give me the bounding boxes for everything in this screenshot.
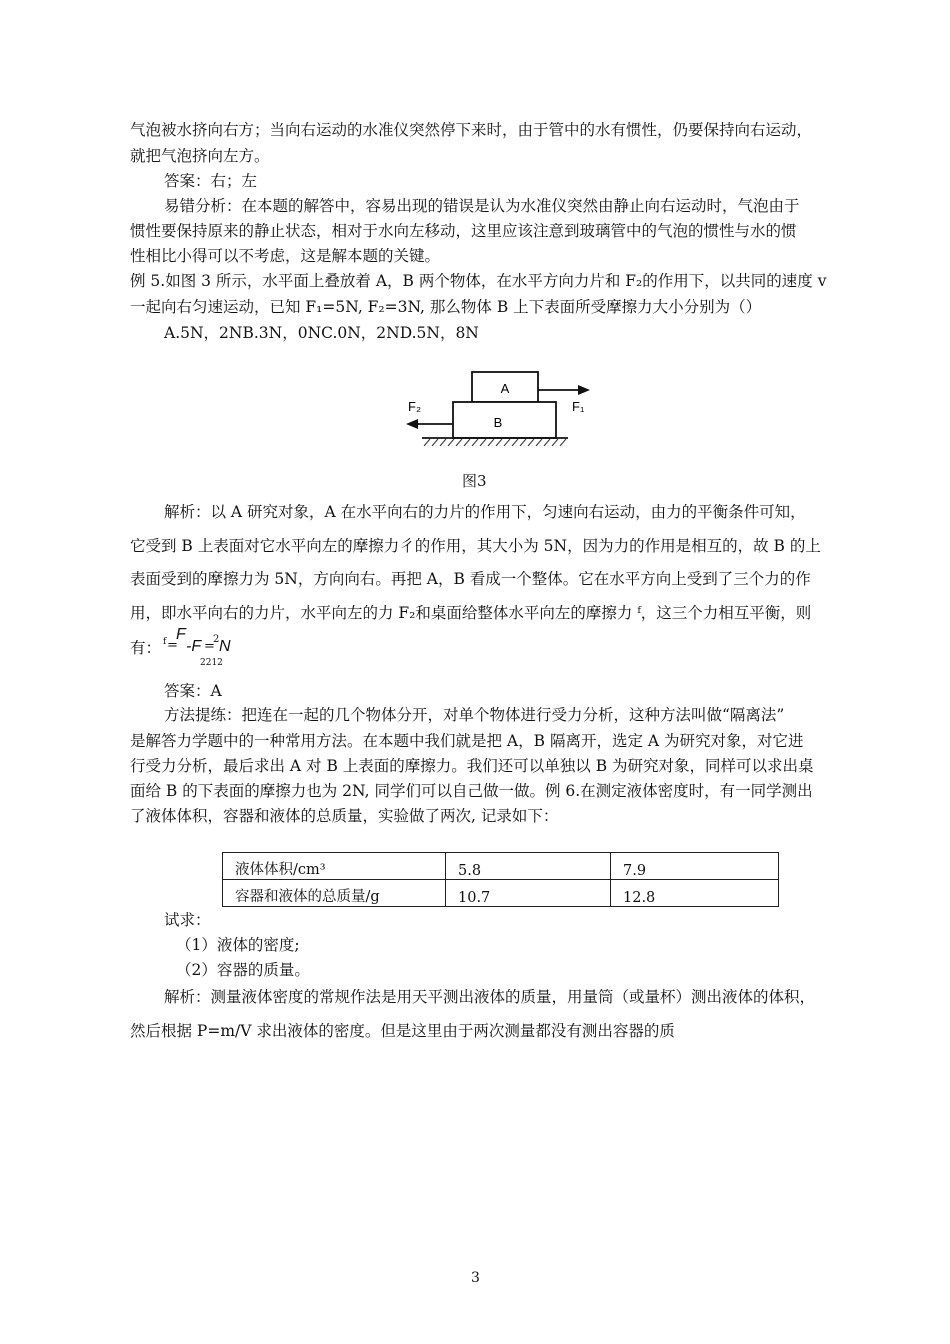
figure-caption: 图3 [462, 472, 487, 490]
analysis-line: 它受到 B 上表面对它水平向左的摩擦力彳的作用，其大小为 5N，因为力的作用是相互的，故 B 的上 [130, 537, 821, 555]
formula-minus-F: -F [186, 638, 202, 655]
question-item: （2）容器的质量。 [176, 961, 310, 979]
text-line: 就把气泡挤向左方。 [130, 147, 270, 165]
analysis-line: 用，即水平向右的力片，水平向左的力 F₂和桌面给整体水平向左的摩擦力 ᶠ，这三个力相互平衡，则 [130, 604, 812, 622]
table-cell: 容器和液体的总质量/g [223, 880, 446, 907]
formula-N: N [219, 638, 231, 655]
block-b-label: B [493, 415, 503, 430]
formula-sup: 2 [213, 634, 220, 645]
table-cell: 7.9 [611, 853, 779, 880]
answer-line: 答案：右；左 [164, 172, 258, 190]
text-line: 惯性要保持原来的静止状态，相对于水向左移动，这里应该注意到玻璃管中的气泡的惯性与水的惯 [130, 222, 797, 240]
text-line: 易错分析：在本题的解答中，容易出现的错误是认为水准仪突然由静止向右运动时，气泡由于 [164, 197, 800, 215]
formula-eq1: = [167, 638, 178, 653]
block-b [453, 402, 556, 438]
f1-label: F₁ [572, 399, 585, 414]
text-line: 性相比小得可以不考虑，这是解本题的关键。 [130, 247, 441, 265]
f2-label: F₂ [408, 399, 421, 414]
block-a-label: A [500, 381, 510, 396]
method-line: 方法提练：把连在一起的几个物体分开，对单个物体进行受力分析，这种方法叫做“隔离法” [164, 706, 785, 724]
analysis-line: 解析：测量液体密度的常规作法是用天平测出液体的质量，用量筒（或量杯）测出液体的体积， [164, 988, 816, 1006]
example-5-line: 一起向右匀速运动，已知 F₁=5N, F₂=3N, 那么物体 B 上下表面所受摩擦力大小分别为（） [130, 298, 762, 316]
friction-formula [130, 626, 330, 674]
ground-hatching [424, 439, 566, 446]
analysis-line: 表面受到的摩擦力为 5N，方向向右。再把 A，B 看成一个整体。它在水平方向上受到了三个力的作 [130, 570, 811, 588]
analysis-line: 解析：以 A 研究对象，A 在水平向右的力片的作用下，匀速向右运动，由力的平衡条件可知， [164, 503, 806, 521]
formula-F: F [176, 626, 186, 643]
measurement-table [222, 852, 779, 907]
arrow-f2-head [406, 419, 418, 429]
question-intro: 试求： [164, 911, 211, 929]
force-diagram-figure [400, 368, 600, 448]
method-line: 是解答力学题中的一种常用方法。在本题中我们就是把 A，B 隔离开，选定 A 为研究对象，对它进 [130, 732, 804, 750]
formula-prefix: 有： [130, 639, 162, 657]
formula-subscripts: 2212 [200, 658, 223, 668]
arrow-f1-head [578, 385, 590, 395]
table-row [223, 880, 779, 907]
table-cell: 12.8 [611, 880, 779, 907]
method-line: 面给 B 的下表面的摩擦力也为 2N, 同学们可以自己做一做。例 6.在测定液体密度时，有一同学测出 [130, 782, 813, 800]
answer-line: 答案：A [164, 682, 222, 700]
table-cell: 10.7 [446, 880, 611, 907]
question-item: （1）液体的密度; [176, 936, 300, 954]
example-5-options: A.5N，2NB.3N，0NC.0N，2ND.5N，8N [164, 324, 479, 342]
table-row [223, 853, 779, 880]
table-cell: 液体体积/cm³ [223, 853, 446, 880]
formula-f: f [163, 637, 167, 647]
formula-eq2: = [204, 639, 215, 654]
table-cell: 5.8 [446, 853, 611, 880]
page-number: 3 [471, 1270, 480, 1286]
example-5-line: 例 5.如图 3 所示，水平面上叠放着 A，B 两个物体，在水平方向力片和 F₂的作用下，以共同的速度 v [130, 272, 827, 290]
method-line: 行受力分析，最后求出 A 对 B 上表面的摩擦力。我们还可以单独以 B 为研究对象，同样可以求出桌 [130, 757, 814, 775]
text-line: 气泡被水挤向右方；当向右运动的水准仪突然停下来时，由于管中的水有惯性，仍要保持向右运动， [130, 121, 813, 139]
analysis-line: 然后根据 P=m/V 求出液体的密度。但是这里由于两次测量都没有测出容器的质 [130, 1022, 675, 1040]
method-line: 了液体体积，容器和液体的总质量，实验做了两次, 记录如下： [130, 807, 559, 825]
